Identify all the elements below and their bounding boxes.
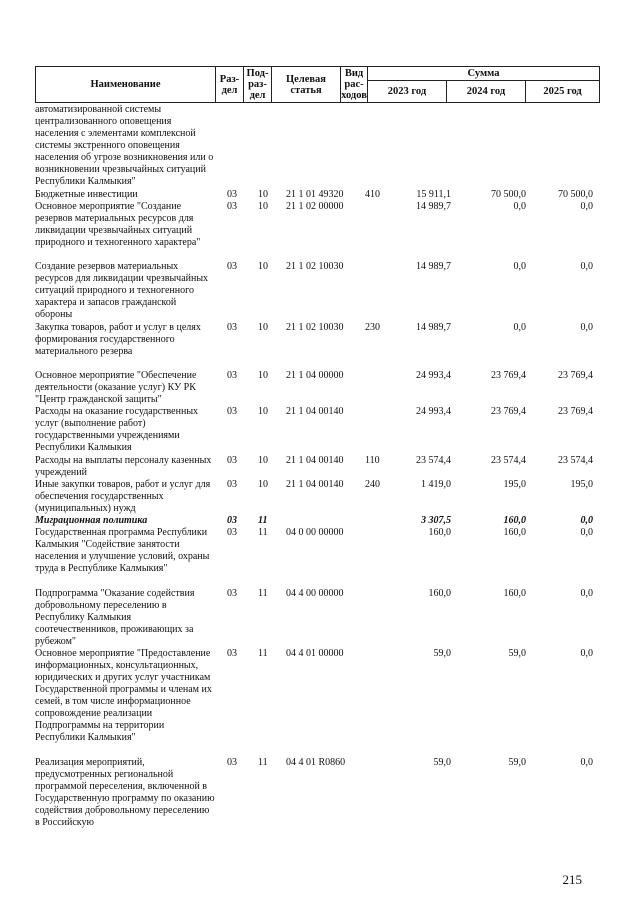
row-podrazdel: 11 (258, 648, 268, 660)
table-row (35, 648, 599, 757)
header-celevaya: Целевая статья (272, 67, 341, 103)
row-sum-2024: 160,0 (503, 587, 526, 599)
row-celevaya: 21 1 01 49320 (286, 188, 344, 200)
table-row (35, 370, 599, 406)
row-name: Миграционная политика (35, 515, 148, 527)
row-sum-2024: 23 769,4 (491, 370, 526, 382)
row-razdel: 03 (227, 479, 237, 491)
row-podrazdel: 10 (258, 406, 268, 418)
row-name: Расходы на выплаты персоналу казенных учреждений (35, 454, 212, 478)
table-row (35, 261, 599, 322)
row-celevaya: 04 0 00 00000 (286, 527, 344, 539)
row-sum-2024: 160,0 (503, 527, 526, 539)
row-name: Бюджетные инвестиции (35, 188, 138, 200)
row-podrazdel: 10 (258, 479, 268, 491)
row-vid: 230 (365, 321, 380, 333)
row-name: Закупка товаров, работ и услуг в целях формирования государственного материального резерва (35, 321, 201, 357)
table-header (35, 66, 600, 103)
table-row (35, 479, 599, 515)
header-razdel: Раз- дел (216, 67, 244, 103)
header-2025: 2025 год (526, 81, 600, 103)
table-row (35, 322, 599, 370)
row-celevaya: 04 4 00 00000 (286, 587, 344, 599)
row-sum-2025: 0,0 (580, 261, 593, 273)
row-sum-2023: 14 989,7 (416, 200, 451, 212)
row-razdel: 03 (227, 406, 237, 418)
table-body (35, 104, 599, 830)
row-podrazdel: 10 (258, 454, 268, 466)
row-sum-2024: 0,0 (513, 321, 526, 333)
table-row (35, 757, 599, 830)
row-razdel: 03 (227, 587, 237, 599)
header-2023: 2023 год (368, 81, 447, 103)
row-celevaya: 21 1 02 00000 (286, 200, 344, 212)
row-podrazdel: 11 (258, 587, 268, 599)
row-sum-2025: 23 574,4 (558, 454, 593, 466)
row-razdel: 03 (227, 370, 237, 382)
row-sum-2023: 24 993,4 (416, 370, 451, 382)
row-razdel: 03 (227, 454, 237, 466)
table-row (35, 406, 599, 454)
row-sum-2023: 3 307,5 (421, 515, 451, 527)
header-name: Наименование (36, 67, 216, 103)
row-razdel: 03 (227, 648, 237, 660)
row-sum-2025: 0,0 (580, 515, 593, 527)
table-row (35, 189, 599, 201)
row-sum-2023: 59,0 (433, 648, 451, 660)
row-sum-2024: 195,0 (503, 479, 526, 491)
row-celevaya: 04 4 01 R0860 (286, 757, 346, 769)
row-sum-2024: 70 500,0 (491, 188, 526, 200)
row-celevaya: 21 1 04 00140 (286, 479, 344, 491)
row-sum-2023: 160,0 (428, 587, 451, 599)
row-celevaya: 21 1 02 10030 (286, 261, 344, 273)
row-sum-2023: 24 993,4 (416, 406, 451, 418)
row-razdel: 03 (227, 321, 237, 333)
row-sum-2023: 14 989,7 (416, 321, 451, 333)
row-sum-2025: 23 769,4 (558, 406, 593, 418)
row-name: Государственная программа Республики Калмыкия "Содействие занятости населения и улучшение условий, охраны труда в Республике Калмыкия" (35, 527, 210, 575)
row-sum-2024: 23 769,4 (491, 406, 526, 418)
table-row (35, 527, 599, 588)
row-razdel: 03 (227, 757, 237, 769)
row-podrazdel: 10 (258, 188, 268, 200)
row-name: Иные закупки товаров, работ и услуг для обеспечения государственных (муниципальных) нужд (35, 479, 211, 515)
row-podrazdel: 11 (258, 527, 268, 539)
row-razdel: 03 (227, 527, 237, 539)
row-podrazdel: 10 (258, 261, 268, 273)
row-sum-2025: 70 500,0 (558, 188, 593, 200)
row-sum-2023: 160,0 (428, 527, 451, 539)
row-podrazdel: 10 (258, 370, 268, 382)
row-razdel: 03 (227, 261, 237, 273)
row-sum-2025: 0,0 (580, 321, 593, 333)
row-sum-2025: 0,0 (580, 527, 593, 539)
table-row (35, 588, 599, 649)
row-celevaya: 21 1 04 00000 (286, 370, 344, 382)
row-sum-2024: 0,0 (513, 261, 526, 273)
header-vid: Вид рас- ходов (341, 68, 367, 101)
row-name: Подпрограмма "Оказание содействия добровольному переселению в Республику Калмыкия соотечественников, проживающих за рубежом" (35, 587, 195, 647)
page-number: 215 (562, 872, 582, 887)
row-sum-2025: 0,0 (580, 200, 593, 212)
row-razdel: 03 (227, 200, 237, 212)
row-sum-2023: 15 911,1 (416, 188, 451, 200)
row-sum-2025: 0,0 (580, 587, 593, 599)
row-podrazdel: 10 (258, 321, 268, 333)
row-vid: 240 (365, 479, 380, 491)
header-summa: Сумма (368, 67, 600, 81)
row-sum-2024: 160,0 (503, 515, 526, 527)
row-name: Создание резервов материальных ресурсов для ликвидации чрезвычайных ситуаций природного и техногенного характера и запасов гражданской обороны (35, 261, 209, 321)
row-podrazdel: 11 (258, 515, 268, 527)
row-celevaya: 04 4 01 00000 (286, 648, 344, 660)
row-sum-2024: 59,0 (508, 648, 526, 660)
row-sum-2023: 23 574,4 (416, 454, 451, 466)
header-2024: 2024 год (447, 81, 526, 103)
row-celevaya: 21 1 02 10030 (286, 321, 344, 333)
row-celevaya: 21 1 04 00140 (286, 406, 344, 418)
row-sum-2025: 0,0 (580, 757, 593, 769)
table-row (35, 201, 599, 262)
row-sum-2025: 23 769,4 (558, 370, 593, 382)
row-name: Основное мероприятие "Создание резервов материальных ресурсов для ликвидации чрезвычайных ситуаций природного и техногенного характера" (35, 200, 201, 248)
header-podrazdel: Под- раз- дел (244, 67, 272, 103)
row-name: автоматизированной системы централизованного оповещения населения с элементами комплексной системы экстренного оповещения населения об угрозе возникновения или о возникновении чрезвычайных ситуаций Республики Калмыкия" (35, 104, 214, 187)
row-sum-2023: 14 989,7 (416, 261, 451, 273)
row-sum-2023: 1 419,0 (421, 479, 451, 491)
row-vid: 110 (365, 454, 380, 466)
row-name: Реализация мероприятий, предусмотренных региональной программой переселения, включенной в Государственную программу по оказанию содействия добровольному переселению в Российскую (35, 757, 215, 829)
table-row (35, 455, 599, 479)
row-celevaya: 21 1 04 00140 (286, 454, 344, 466)
row-vid: 410 (365, 188, 380, 200)
row-name: Основное мероприятие "Обеспечение деятельности (оказание услуг) КУ РК "Центр гражданской защиты" (35, 370, 197, 406)
table-row (35, 104, 599, 189)
row-razdel: 03 (227, 515, 237, 527)
row-sum-2023: 59,0 (433, 757, 451, 769)
row-sum-2025: 0,0 (580, 648, 593, 660)
row-sum-2024: 23 574,4 (491, 454, 526, 466)
row-sum-2024: 0,0 (513, 200, 526, 212)
row-sum-2024: 59,0 (508, 757, 526, 769)
table-row (35, 515, 599, 527)
row-sum-2025: 195,0 (570, 479, 593, 491)
row-razdel: 03 (227, 188, 237, 200)
row-name: Основное мероприятие "Предоставление информационных, консультационных, юридических и других услуг участникам Государственной программы и членам их семей, в том числе информационное сопровождение реализации Подпрограммы на территории Республики Калмыкия" (35, 648, 212, 744)
row-podrazdel: 10 (258, 200, 268, 212)
row-name: Расходы на оказание государственных услуг (выполнение работ) государственными учреждениями Республики Калмыкия (35, 406, 199, 454)
row-podrazdel: 11 (258, 757, 268, 769)
